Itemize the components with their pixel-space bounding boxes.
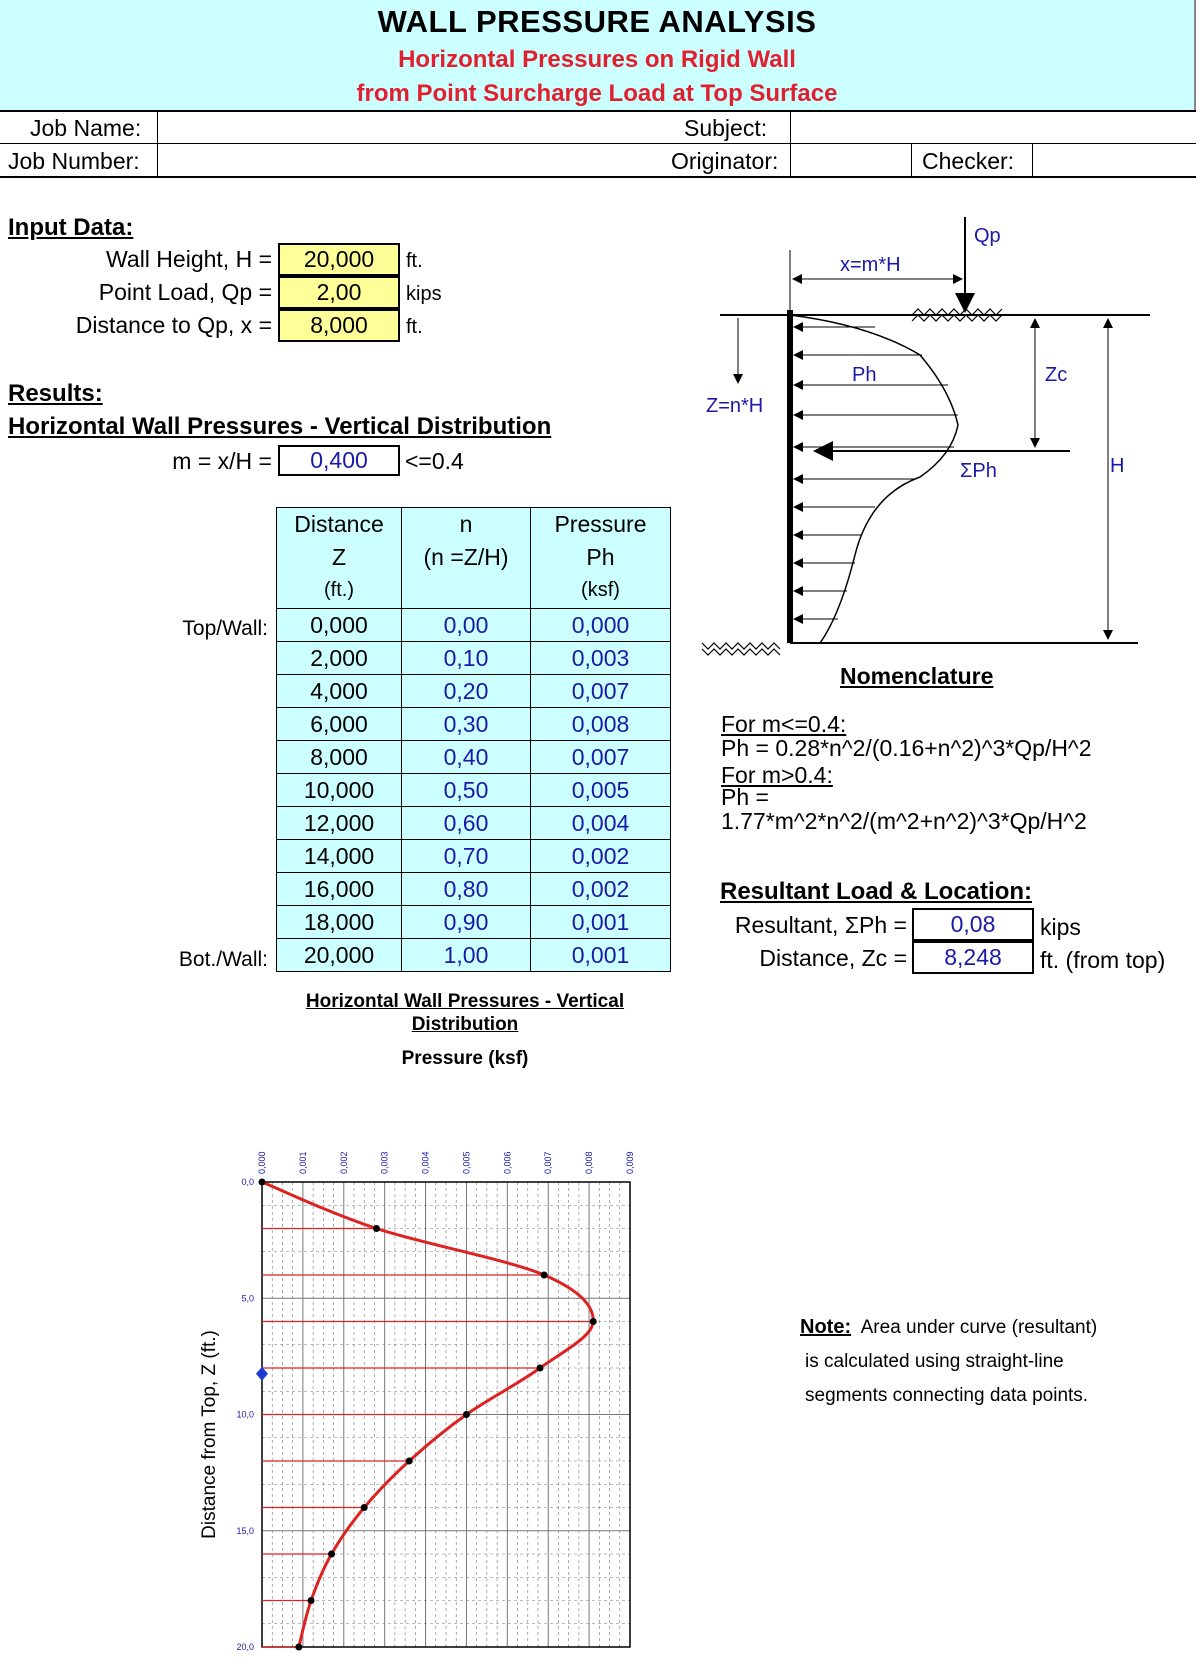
sum-ph-label: ΣPh — [960, 460, 997, 482]
chart-title: Horizontal Wall Pressures - Vertical Distribution — [305, 991, 625, 1035]
resultant-value: 0,08 — [912, 908, 1034, 941]
job-name-label: Job Name: — [30, 115, 142, 141]
pressure-cell: 0,002 — [531, 873, 671, 906]
y-tick-label: 10,0 — [236, 1409, 254, 1420]
x-equation-label: x=m*H — [840, 254, 901, 276]
header-n: n (n =Z/H) — [402, 508, 531, 609]
distance-cell: 10,000 — [277, 774, 402, 807]
zc-label: Zc — [1045, 364, 1068, 386]
data-point — [537, 1365, 544, 1372]
x-tick-label: 0,003 — [379, 1151, 390, 1174]
distance-cell: 12,000 — [277, 807, 402, 840]
chart-ylabel: Distance from Top, Z (ft.) — [199, 1330, 220, 1539]
data-point — [308, 1597, 315, 1604]
results-subheading: Horizontal Wall Pressures - Vertical Distribution — [8, 413, 552, 440]
page-subtitle-2: from Point Surcharge Load at Top Surface — [356, 80, 838, 107]
page-title: WALL PRESSURE ANALYSIS — [377, 4, 817, 39]
distance-cell: 18,000 — [277, 906, 402, 939]
distance-cell: 16,000 — [277, 873, 402, 906]
divider — [0, 176, 1196, 178]
distance-cell: 8,000 — [277, 741, 402, 774]
wall-height-input[interactable]: 20,000 — [278, 243, 400, 276]
h-label: H — [1110, 455, 1125, 477]
table-row — [277, 840, 671, 873]
table-row — [277, 807, 671, 840]
soil-hatch-icon — [702, 309, 1002, 655]
zc-distance-unit: ft. (from top) — [1040, 947, 1166, 973]
y-tick-label: 5,0 — [241, 1293, 254, 1304]
n-cell: 0,30 — [402, 708, 531, 741]
m-note: <=0.4 — [405, 448, 464, 474]
y-tick-label: 15,0 — [236, 1525, 254, 1536]
n-cell: 0,50 — [402, 774, 531, 807]
bot-wall-label: Bot./Wall: — [178, 948, 268, 971]
divider — [0, 143, 1196, 144]
divider — [1032, 143, 1033, 176]
pressure-cell: 0,001 — [531, 906, 671, 939]
zc-distance-value: 8,248 — [912, 941, 1034, 974]
ph-label: Ph — [852, 364, 877, 386]
data-point — [590, 1318, 597, 1325]
resultant-unit: kips — [1040, 914, 1081, 940]
distance-cell: 6,000 — [277, 708, 402, 741]
subject-field[interactable] — [793, 112, 1193, 142]
n-cell: 0,10 — [402, 642, 531, 675]
y-tick-label: 0,0 — [241, 1177, 254, 1187]
table-row — [277, 774, 671, 807]
pressure-chart — [180, 1095, 700, 1670]
distance-unit: ft. — [406, 316, 423, 338]
table-row — [277, 939, 671, 972]
table-row — [277, 609, 671, 642]
y-tick-label: 20,0 — [236, 1642, 254, 1652]
x-tick-label: 0,006 — [502, 1151, 513, 1174]
data-point — [541, 1272, 548, 1279]
table-row — [277, 708, 671, 741]
note-label: Note: — [800, 1316, 852, 1338]
pressure-cell: 0,008 — [531, 708, 671, 741]
z-equation-label: Z=n*H — [706, 395, 764, 417]
header-pressure: Pressure Ph (ksf) — [531, 508, 671, 609]
distance-cell: 2,000 — [277, 642, 402, 675]
job-number-label: Job Number: — [8, 148, 140, 174]
note-line-2: is calculated using straight-line — [805, 1351, 1064, 1372]
case1-formula: Ph = 0.28*n^2/(0.16+n^2)^3*Qp/H^2 — [721, 735, 1092, 761]
resultant-heading: Resultant Load & Location: — [720, 878, 1032, 905]
pressure-cell: 0,001 — [531, 939, 671, 972]
data-point — [361, 1504, 368, 1511]
n-cell: 0,80 — [402, 873, 531, 906]
top-wall-label: Top/Wall: — [182, 617, 268, 640]
data-point — [295, 1644, 302, 1651]
x-tick-label: 0,007 — [543, 1151, 554, 1174]
x-tick-label: 0,008 — [584, 1151, 595, 1174]
pressure-cell: 0,002 — [531, 840, 671, 873]
originator-field[interactable] — [793, 145, 909, 175]
n-cell: 0,60 — [402, 807, 531, 840]
n-cell: 0,90 — [402, 906, 531, 939]
pressure-cell: 0,007 — [531, 675, 671, 708]
wall-diagram — [690, 215, 1160, 675]
table-row — [277, 675, 671, 708]
m-label: m = x/H = — [172, 448, 272, 474]
pressure-cell: 0,003 — [531, 642, 671, 675]
header-distance: Distance Z (ft.) — [277, 508, 402, 609]
divider — [911, 143, 912, 176]
resultant-label: Resultant, ΣPh = — [734, 912, 907, 938]
point-load-unit: kips — [406, 283, 442, 305]
wall-height-label: Wall Height, H = — [106, 246, 272, 272]
case2-formula-b: 1.77*m^2*n^2/(m^2+n^2)^3*Qp/H^2 — [721, 808, 1087, 834]
chart-xlabel: Pressure (ksf) — [401, 1048, 529, 1069]
n-cell: 0,70 — [402, 840, 531, 873]
distance-cell: 0,000 — [277, 609, 402, 642]
n-cell: 0,00 — [402, 609, 531, 642]
x-tick-label: 0,005 — [461, 1151, 472, 1174]
n-cell: 1,00 — [402, 939, 531, 972]
point-load-input[interactable]: 2,00 — [278, 276, 400, 309]
resultant-marker-icon — [256, 1367, 268, 1381]
distance-input[interactable]: 8,000 — [278, 309, 400, 342]
x-tick-label: 0,000 — [257, 1151, 267, 1174]
results-heading: Results: — [8, 380, 103, 407]
checker-label: Checker: — [922, 148, 1015, 174]
table-row — [277, 642, 671, 675]
table-row — [277, 873, 671, 906]
pressure-table — [276, 507, 671, 972]
n-cell: 0,20 — [402, 675, 531, 708]
qp-label: Qp — [974, 225, 1001, 247]
x-tick-label: 0,009 — [625, 1151, 635, 1174]
distance-cell: 20,000 — [277, 939, 402, 972]
m-value: 0,400 — [278, 445, 400, 476]
x-tick-label: 0,004 — [420, 1151, 431, 1174]
data-point — [406, 1458, 413, 1465]
pressure-cell: 0,004 — [531, 807, 671, 840]
pressure-cell: 0,007 — [531, 741, 671, 774]
table-row — [277, 741, 671, 774]
nomenclature-heading: Nomenclature — [840, 663, 994, 689]
data-point — [463, 1411, 470, 1418]
pressure-cell: 0,005 — [531, 774, 671, 807]
distance-cell: 14,000 — [277, 840, 402, 873]
x-tick-label: 0,001 — [297, 1151, 308, 1174]
divider — [157, 110, 158, 176]
subject-label: Subject: — [684, 115, 768, 141]
point-load-label: Point Load, Qp = — [98, 279, 272, 305]
case2-formula-a: Ph = — [721, 784, 769, 810]
x-tick-label: 0,002 — [338, 1151, 349, 1174]
note-line-1: Area under curve (resultant) — [860, 1317, 1098, 1338]
table-row — [277, 906, 671, 939]
case2-label: For m>0.4: — [721, 762, 833, 788]
wall-height-unit: ft. — [406, 250, 423, 272]
note-line-3: segments connecting data points. — [805, 1385, 1089, 1406]
case1-label: For m<=0.4: — [721, 711, 847, 737]
divider — [790, 110, 791, 176]
distance-cell: 4,000 — [277, 675, 402, 708]
distance-label: Distance to Qp, x = — [75, 312, 272, 338]
originator-label: Originator: — [671, 148, 779, 174]
data-point — [373, 1225, 380, 1232]
checker-field[interactable] — [1035, 145, 1193, 175]
n-cell: 0,40 — [402, 741, 531, 774]
page-subtitle-1: Horizontal Pressures on Rigid Wall — [398, 46, 796, 73]
zc-distance-label: Distance, Zc = — [759, 945, 907, 971]
note-block — [800, 1310, 1097, 1413]
pressure-cell: 0,000 — [531, 609, 671, 642]
data-point — [259, 1179, 266, 1186]
input-data-heading: Input Data: — [8, 214, 134, 241]
data-point — [328, 1551, 335, 1558]
